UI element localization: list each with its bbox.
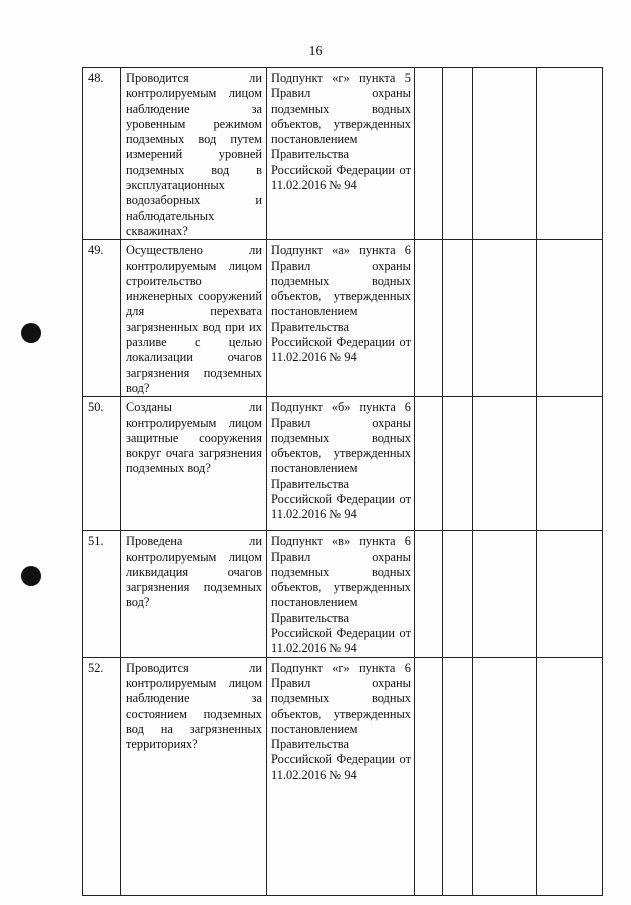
answer-yes-cell: [415, 397, 443, 531]
note-cell: [537, 397, 603, 531]
binder-hole: [21, 323, 41, 343]
row-number: 50.: [83, 397, 121, 531]
not-applicable-cell: [473, 68, 537, 240]
question-cell: Созданы ли контролируемым лицом защитные сооружения вокруг очага загрязнения подземных вод?: [121, 397, 267, 531]
checklist-table: [82, 67, 603, 896]
legal-reference-cell: Подпункт «а» пункта 6 Правил охраны подземных водных объектов, утвержденных постановлением Правительства Российской Федерации от 11.02.2016 № 94: [267, 240, 415, 397]
legal-reference-cell: Подпункт «в» пункта 6 Правил охраны подземных водных объектов, утвержденных постановлением Правительства Российской Федерации от 11.02.2016 № 94: [267, 531, 415, 657]
row-number: 48.: [83, 68, 121, 240]
legal-reference-cell: Подпункт «г» пункта 6 Правил охраны подземных водных объектов, утвержденных постановлением Правительства Российской Федерации от 11.02.2016 № 94: [267, 657, 415, 895]
question-cell: Проводится ли контролируемым лицом наблюдение за уровенным режимом подземных вод путем измерений уровней подземных вод в эксплуатационных водозаборных и наблюдательных скважинах?: [121, 68, 267, 240]
table-row: [83, 657, 603, 895]
binder-hole: [21, 566, 41, 586]
note-cell: [537, 657, 603, 895]
answer-yes-cell: [415, 68, 443, 240]
answer-no-cell: [443, 531, 473, 657]
answer-no-cell: [443, 397, 473, 531]
answer-no-cell: [443, 240, 473, 397]
row-number: 52.: [83, 657, 121, 895]
not-applicable-cell: [473, 397, 537, 531]
question-cell: Осуществлено ли контролируемым лицом строительство инженерных сооружений для перехвата загрязненных вод при их разливе с целью локализации очагов загрязнения подземных вод?: [121, 240, 267, 397]
table-row: [83, 531, 603, 657]
note-cell: [537, 68, 603, 240]
table-row: [83, 397, 603, 531]
not-applicable-cell: [473, 240, 537, 397]
table-row: [83, 68, 603, 240]
row-number: 51.: [83, 531, 121, 657]
legal-reference-cell: Подпункт «г» пункта 5 Правил охраны подземных водных объектов, утвержденных постановлением Правительства Российской Федерации от 11.02.2016 № 94: [267, 68, 415, 240]
answer-no-cell: [443, 68, 473, 240]
note-cell: [537, 531, 603, 657]
row-number: 49.: [83, 240, 121, 397]
legal-reference-cell: Подпункт «б» пункта 6 Правил охраны подземных водных объектов, утвержденных постановлением Правительства Российской Федерации от 11.02.2016 № 94: [267, 397, 415, 531]
question-cell: Проводится ли контролируемым лицом наблюдение за состоянием подземных вод на загрязненных территориях?: [121, 657, 267, 895]
not-applicable-cell: [473, 657, 537, 895]
page-number: 16: [308, 44, 323, 59]
answer-yes-cell: [415, 531, 443, 657]
answer-yes-cell: [415, 240, 443, 397]
question-cell: Проведена ли контролируемым лицом ликвидация очагов загрязнения подземных вод?: [121, 531, 267, 657]
answer-yes-cell: [415, 657, 443, 895]
not-applicable-cell: [473, 531, 537, 657]
answer-no-cell: [443, 657, 473, 895]
table-row: [83, 240, 603, 397]
note-cell: [537, 240, 603, 397]
